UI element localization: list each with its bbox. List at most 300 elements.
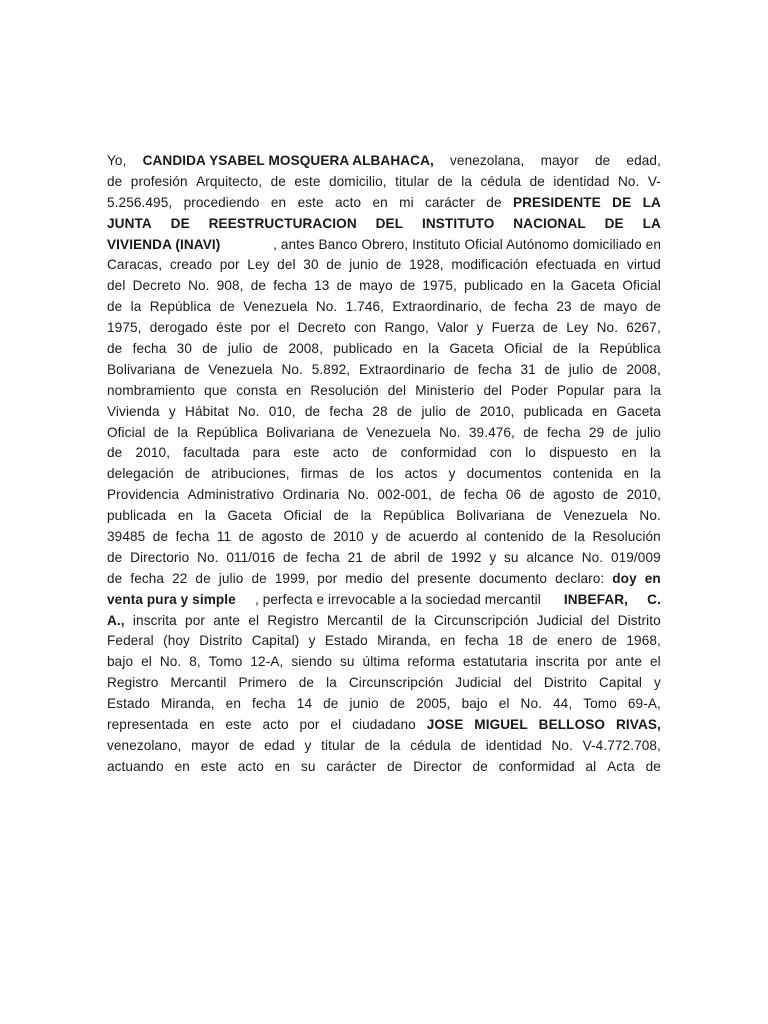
text-word: Oficial: [504, 341, 543, 357]
text-word: publicada: [523, 403, 583, 419]
text-word: 39.476,: [468, 424, 515, 440]
text-word: mi: [399, 194, 414, 210]
text-word: de: [455, 403, 471, 419]
text-word: la: [177, 424, 189, 440]
text-word: representada: [107, 717, 189, 733]
bold-text: DEL: [375, 215, 404, 231]
text-word: medio: [345, 570, 383, 586]
text-word: facultada: [183, 445, 240, 461]
text-word: República: [383, 508, 445, 524]
text-word: en: [199, 717, 215, 733]
text-word: del: [513, 675, 532, 691]
text-word: y: [476, 320, 484, 336]
text-word: V-4.772.708,: [582, 737, 661, 753]
text-word: de: [349, 466, 365, 482]
text-word: delegación: [107, 466, 174, 482]
text-word: No.: [596, 320, 619, 336]
text-word: Primero: [238, 675, 287, 691]
text-word: República: [599, 341, 661, 357]
text-word: virtud: [627, 257, 661, 273]
text-word: en: [174, 758, 190, 774]
text-word: 12-A,: [250, 654, 284, 670]
text-word: la: [552, 278, 564, 294]
text-word: de: [385, 529, 402, 545]
text-line: [107, 506, 661, 527]
text-word: con: [354, 320, 377, 336]
text-word: de: [270, 173, 286, 189]
text-word: mayo: [603, 299, 638, 315]
text-word: Rango,: [384, 320, 429, 336]
text-word: 2008,: [288, 341, 323, 357]
text-line: [107, 402, 661, 423]
bold-text: A.,: [107, 612, 125, 628]
text-word: Miranda,: [377, 633, 431, 649]
text-word: agosto: [261, 529, 303, 545]
text-line: [107, 339, 661, 360]
text-word: firmas: [300, 466, 339, 482]
text-line: [107, 151, 661, 172]
text-word: en: [621, 445, 637, 461]
text-word: presente: [417, 570, 471, 586]
text-word: carácter: [326, 758, 377, 774]
text-word: 908,: [216, 278, 244, 294]
text-line: [107, 757, 661, 778]
text-word: procediendo: [183, 194, 260, 210]
text-word: de: [336, 278, 352, 294]
text-word: la: [650, 382, 661, 398]
text-word: de: [333, 508, 349, 524]
text-word: fecha: [329, 403, 364, 419]
text-word: Bolivariana: [107, 361, 176, 377]
text-word: Distrito: [199, 633, 243, 649]
text-line: [107, 297, 661, 318]
text-word: 69-A,: [627, 696, 661, 712]
text-word: del: [107, 278, 126, 294]
bold-text: INBEFAR,: [563, 591, 629, 607]
text-word: No.: [520, 696, 542, 712]
text-word: ante: [213, 612, 241, 628]
text-word: de: [391, 612, 407, 628]
text-word: Venezuela: [366, 424, 431, 440]
text-word: lo: [525, 445, 536, 461]
text-word: profesión: [130, 173, 188, 189]
text-word: y: [371, 529, 379, 545]
text-word: mayor: [540, 153, 579, 168]
text-word: 14: [296, 696, 313, 712]
text-word: edad: [264, 737, 295, 753]
text-word: Estado: [324, 633, 368, 649]
text-word: mayo: [359, 278, 393, 294]
text-word: consta: [236, 382, 277, 398]
text-word: República: [149, 299, 212, 315]
text-word: identidad: [485, 737, 542, 753]
text-word: publicado: [464, 278, 524, 294]
text-word: titular: [395, 173, 430, 189]
text-word: 13: [314, 278, 330, 294]
text-word: de: [184, 466, 201, 482]
text-word: 21: [347, 549, 363, 565]
text-word: 39485: [107, 529, 146, 545]
text-word: por: [185, 612, 205, 628]
text-word: 5.256.495,: [107, 194, 173, 210]
text-word: de: [298, 675, 315, 691]
text-word: fecha: [463, 487, 498, 503]
text-word: Capital: [599, 675, 643, 691]
text-word: 28: [372, 403, 388, 419]
text-word: 44,: [553, 696, 573, 712]
text-word: de: [310, 529, 326, 545]
text-word: creado: [169, 257, 213, 273]
text-word: No.: [238, 403, 260, 419]
text-word: Distrito: [543, 675, 587, 691]
text-word: 18: [507, 633, 524, 649]
text-word: No.: [347, 487, 370, 503]
text-word: Resolución: [592, 529, 661, 545]
bold-text: JUNTA: [107, 215, 152, 231]
text-word: alcance: [526, 549, 574, 565]
text-word: 29: [588, 424, 605, 440]
text-word: publicado: [333, 341, 393, 357]
text-word: Arquitecto,: [196, 173, 263, 189]
text-word: julio: [421, 403, 447, 419]
text-word: de: [107, 570, 123, 586]
text-word: Valor: [437, 320, 469, 336]
text-word: Decreto: [132, 278, 181, 294]
text-word: titular: [321, 737, 356, 753]
text-word: de: [645, 299, 661, 315]
text-word: el: [278, 320, 290, 336]
text-line: [107, 360, 661, 381]
text-word: fecha: [132, 341, 167, 357]
text-word: 06: [505, 487, 522, 503]
text-word: No.: [551, 737, 573, 753]
text-word: este: [225, 717, 252, 733]
text-word: de: [460, 737, 476, 753]
text-line: [107, 255, 661, 276]
text-word: de: [239, 737, 255, 753]
text-word: de: [601, 633, 618, 649]
text-word: su: [300, 758, 316, 774]
text-word: fecha: [546, 424, 581, 440]
text-word: para: [252, 445, 281, 461]
text-word: en: [372, 194, 388, 210]
text-word: de: [107, 173, 123, 189]
text-word: 2010,: [626, 487, 661, 503]
bold-text: RIVAS,: [616, 717, 661, 733]
text-word: 2005,: [416, 696, 451, 712]
text-word: 6267,: [626, 320, 661, 336]
text-word: éste: [216, 320, 243, 336]
text-word: Providencia: [107, 487, 180, 503]
text-word: y: [304, 737, 312, 753]
text-word: modificación: [451, 257, 529, 273]
text-word: de: [399, 278, 416, 294]
text-word: de: [152, 529, 169, 545]
bold-text: DE: [612, 194, 632, 210]
text-word: este: [293, 445, 320, 461]
text-word: de: [490, 299, 506, 315]
text-word: de: [107, 299, 123, 315]
text-word: julio: [227, 341, 253, 357]
text-word: Gaceta: [616, 403, 661, 419]
text-word: 11: [216, 529, 232, 545]
text-word: No.: [197, 549, 219, 565]
text-word: en: [440, 633, 456, 649]
text-word: 019/009: [610, 549, 661, 565]
text-word: fecha: [252, 696, 286, 712]
text-word: Bolivariana: [456, 508, 525, 524]
text-word: de: [536, 508, 552, 524]
text-word: 010,: [268, 403, 296, 419]
text-word: Acta: [607, 758, 635, 774]
text-word: por: [250, 320, 271, 336]
text-word: 1.746,: [345, 299, 385, 315]
text-line: [107, 527, 661, 548]
text-word: en: [604, 257, 620, 273]
text-word: 2010,: [479, 403, 515, 419]
text-word: su: [504, 549, 519, 565]
text-word: en: [623, 466, 640, 482]
text-word: de: [645, 758, 661, 774]
text-word: de: [551, 529, 567, 545]
text-line: [107, 652, 661, 673]
text-word: dispuesto: [549, 445, 609, 461]
text-word: en: [270, 194, 287, 210]
text-word: Distrito: [617, 612, 661, 628]
text-word: 1968,: [626, 633, 661, 649]
text-word: edad,: [626, 153, 661, 168]
text-word: cédula: [480, 173, 522, 189]
text-word: 1928,: [409, 257, 444, 273]
text-word: fecha: [514, 299, 549, 315]
text-word: nombramiento: [107, 382, 196, 398]
text-word: 8,: [189, 654, 201, 670]
text-word: Poder: [511, 382, 548, 398]
text-word: derogado: [149, 320, 208, 336]
text-word: julio: [568, 361, 594, 377]
text-line: [107, 611, 661, 632]
text-word: última: [362, 654, 400, 670]
text-word: Federal: [107, 633, 154, 649]
text-word: el: [498, 696, 510, 712]
text-word: de: [342, 424, 359, 440]
text-word: la: [578, 341, 590, 357]
text-word: fecha: [306, 549, 340, 565]
text-word: estatutaria: [462, 654, 528, 670]
text-word: declaro:: [555, 570, 605, 586]
text-word: efectuada: [535, 257, 597, 273]
text-word: República: [196, 424, 258, 440]
text-word: de: [437, 173, 453, 189]
text-word: este: [294, 173, 321, 189]
text-word: de: [387, 758, 403, 774]
text-word: el: [248, 612, 260, 628]
text-word: de: [282, 549, 299, 565]
text-word: por: [587, 654, 608, 670]
text-line: [107, 381, 661, 402]
text-word: Tomo: [208, 654, 243, 670]
text-word: Extraordinario,: [392, 299, 483, 315]
text-word: 1975,: [422, 278, 457, 294]
text-word: enero: [557, 633, 593, 649]
text-word: la: [414, 612, 426, 628]
text-word: publicada: [107, 508, 167, 524]
text-word: la: [574, 529, 586, 545]
text-word: 1975,: [107, 320, 142, 336]
bold-text: VIVIENDA (INAVI): [107, 236, 221, 252]
text-word: de: [396, 403, 413, 419]
text-word: para: [613, 382, 642, 398]
text-line: [107, 172, 661, 193]
text-word: 2010,: [135, 445, 171, 461]
text-word: , perfecta e irrevocable a la sociedad mercantil: [254, 591, 545, 607]
text-word: en: [225, 696, 241, 712]
text-word: conformidad: [498, 758, 575, 774]
text-word: fecha: [130, 570, 165, 586]
text-word: Popular: [556, 382, 605, 398]
text-word: julio: [218, 570, 244, 586]
text-word: Circunscripción: [348, 675, 444, 691]
text-word: identidad: [553, 173, 610, 189]
text-word: en: [530, 278, 546, 294]
text-word: , antes Banco Obrero, Instituto Oficial Autónomo domiciliado en: [273, 236, 661, 252]
text-word: Caracas,: [107, 257, 163, 273]
text-word: de: [219, 299, 235, 315]
text-word: 2008,: [626, 361, 661, 377]
bold-text: DE: [170, 215, 190, 231]
text-word: y: [448, 466, 456, 482]
text-line: [107, 694, 661, 715]
text-word: Vivienda: [107, 403, 160, 419]
text-line: [107, 548, 661, 569]
text-word: 5.892,: [311, 361, 351, 377]
text-line: [107, 673, 661, 694]
text-word: en: [591, 403, 608, 419]
text-word: mayor: [191, 737, 230, 753]
text-word: el: [330, 717, 342, 733]
text-word: ciudadano: [352, 717, 416, 733]
text-line: [107, 631, 661, 652]
text-word: y: [654, 675, 661, 691]
bold-text: CANDIDA YSABEL MOSQUERA ALBAHACA,: [142, 153, 434, 168]
text-word: de: [304, 403, 321, 419]
text-word: 1999,: [274, 570, 310, 586]
text-word: por: [219, 257, 240, 273]
text-word: de: [386, 257, 402, 273]
text-word: Venezuela: [208, 361, 273, 377]
text-line: [107, 214, 661, 235]
bold-text: venta pura y simple: [107, 591, 236, 607]
text-word: Fuerza: [491, 320, 535, 336]
text-word: 011/016: [226, 549, 276, 565]
text-word: Venezuela: [243, 299, 308, 315]
text-line: [107, 276, 661, 297]
text-word: fecha: [464, 633, 499, 649]
bold-text: LA: [642, 194, 661, 210]
text-word: su: [340, 654, 355, 670]
text-word: de: [544, 361, 560, 377]
text-word: Director: [413, 758, 462, 774]
text-word: de: [602, 487, 619, 503]
text-word: y: [489, 549, 497, 565]
text-word: Ordinaria: [282, 487, 340, 503]
text-word: en: [274, 758, 291, 774]
text-word: Gaceta: [449, 341, 494, 357]
text-word: Tomo: [583, 696, 617, 712]
text-word: al: [465, 529, 477, 545]
text-word: Ley: [247, 257, 270, 273]
text-word: de: [472, 758, 488, 774]
text-word: acto: [237, 758, 264, 774]
text-word: No.: [439, 424, 461, 440]
text-word: de: [107, 341, 123, 357]
text-word: Oficial: [283, 508, 322, 524]
text-word: documentos: [466, 466, 542, 482]
text-word: la: [360, 508, 372, 524]
text-word: agosto: [553, 487, 595, 503]
text-word: y: [168, 403, 176, 419]
text-word: del: [390, 570, 410, 586]
text-word: Oficial: [622, 278, 661, 294]
text-word: 2010: [333, 529, 364, 545]
text-word: Extraordinario: [358, 361, 445, 377]
text-word: fecha: [477, 361, 512, 377]
text-word: y: [308, 633, 316, 649]
text-word: No.: [315, 299, 338, 315]
text-word: de: [580, 299, 596, 315]
text-word: Miranda,: [160, 696, 215, 712]
text-word: cédula: [410, 737, 451, 753]
text-word: de: [440, 487, 456, 503]
text-word: en: [285, 382, 302, 398]
text-word: actuando: [107, 758, 164, 774]
text-word: Oficial: [107, 424, 146, 440]
text-word: contenida: [552, 466, 613, 482]
text-line: [107, 590, 661, 611]
text-word: bajo: [107, 654, 134, 670]
text-word: domicilio,: [328, 173, 387, 189]
text-word: de: [372, 445, 388, 461]
text-word: Ley: [566, 320, 589, 336]
text-word: 30: [303, 257, 319, 273]
text-word: acuerdo: [408, 529, 459, 545]
bold-text: PRESIDENTE: [512, 194, 601, 210]
text-word: al: [585, 758, 597, 774]
text-word: de: [250, 278, 267, 294]
text-word: de: [370, 549, 387, 565]
text-word: de: [427, 549, 444, 565]
text-word: atribuciones,: [211, 466, 290, 482]
text-word: venezolano,: [107, 737, 182, 753]
text-word: No.: [617, 173, 640, 189]
bold-text: NACIONAL: [513, 215, 586, 231]
text-word: documento: [478, 570, 548, 586]
bold-text: BELLOSO: [538, 717, 606, 733]
text-word: en: [402, 341, 418, 357]
text-word: en: [177, 508, 194, 524]
text-word: Judicial: [536, 612, 583, 628]
bold-text: LA: [642, 215, 661, 231]
text-word: la: [428, 341, 440, 357]
bold-text: REESTRUCTURACION: [208, 215, 357, 231]
text-word: Resolución: [310, 382, 379, 398]
text-word: de: [326, 257, 342, 273]
text-word: de: [262, 341, 279, 357]
text-line: [107, 193, 661, 214]
text-word: la: [389, 737, 401, 753]
text-word: este: [200, 758, 227, 774]
text-word: la: [461, 173, 473, 189]
